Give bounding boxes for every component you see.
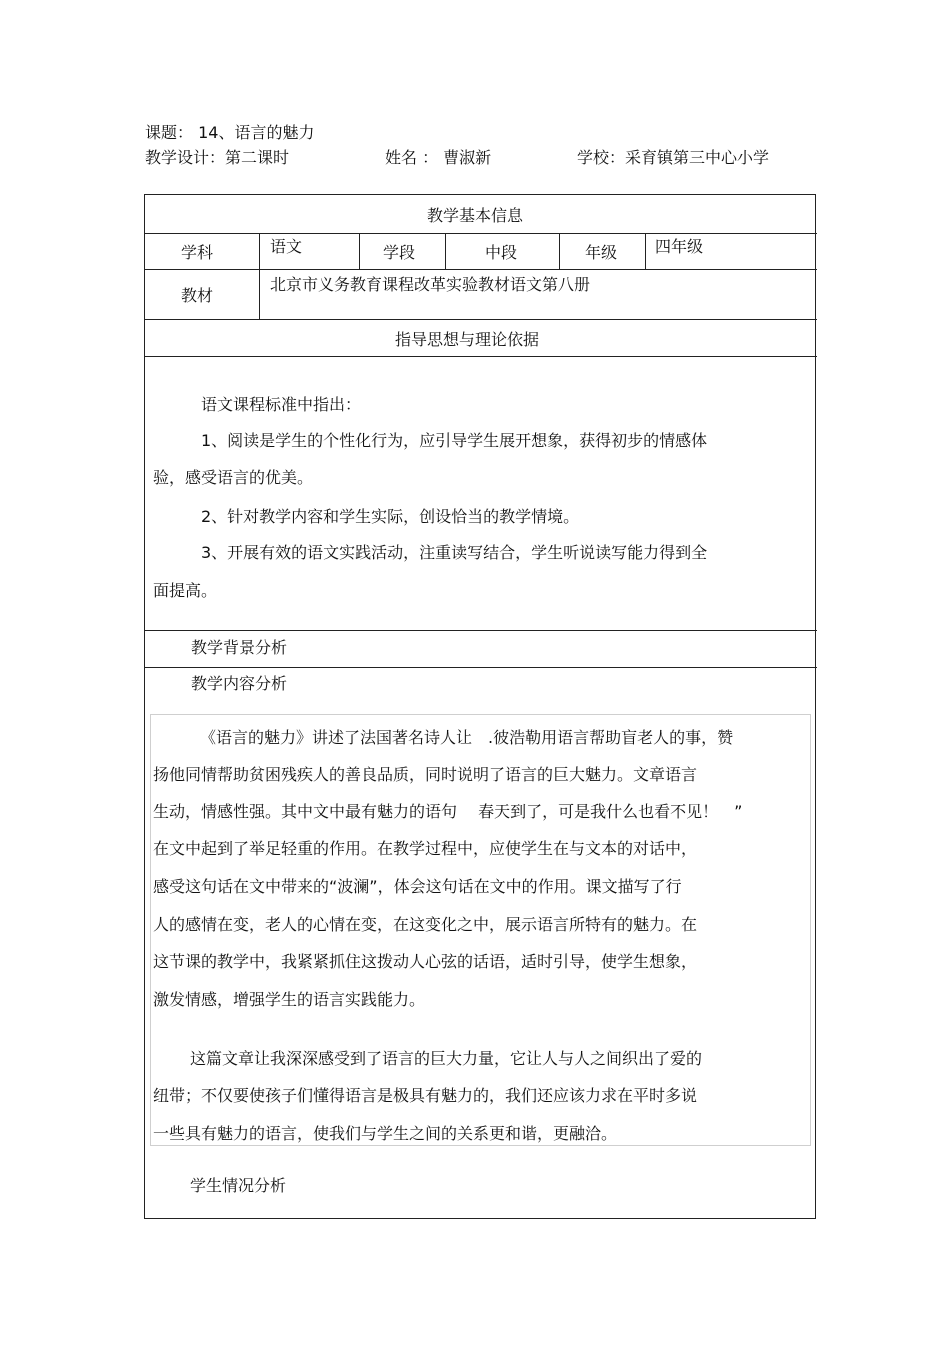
content-line: 这节课的教学中，我紧紧抓住这拨动人心弦的话语，适时引导，使学生想象， [153, 952, 698, 971]
guide-line: 3、开展有效的语文实践活动，注重读写结合，学生听说读写能力得到全 [201, 543, 708, 562]
school-name: 学校：采育镇第三中心小学 [577, 148, 770, 167]
stage-label: 学段 [383, 243, 416, 262]
row-divider [145, 269, 817, 270]
student-analysis-title: 学生情况分析 [190, 1176, 287, 1195]
teacher-name: 姓名 ： 曹淑新 [385, 148, 492, 167]
col-divider [359, 233, 360, 269]
content-line: 生动，情感性强。其中文中最有魅力的语句 春天到了，可是我什么也看不见！ ” [153, 802, 743, 821]
content-line: 感受这句话在文中带来的“波澜”，体会这句话在文中的作用。课文描写了行 [153, 877, 682, 896]
col-divider [645, 233, 646, 269]
content-line: 激发情感，增强学生的语言实践能力。 [153, 990, 426, 1009]
row-divider [145, 356, 817, 357]
background-title: 教学背景分析 [191, 638, 288, 657]
reflection-line: 一些具有魅力的语言，使我们与学生之间的关系更和谐，更融洽。 [153, 1124, 618, 1143]
reflection-line: 纽带；不仅要使孩子们懂得语言是极具有魅力的，我们还应该力求在平时多说 [153, 1086, 698, 1105]
row-divider [145, 667, 817, 668]
grade-label: 年级 [585, 243, 618, 262]
col-divider [259, 269, 260, 319]
content-line: 《语言的魅力》讲述了法国著名诗人让 .彼浩勒用语言帮助盲老人的事，赞 [200, 728, 734, 747]
guide-line: 验，感受语言的优美。 [153, 468, 314, 487]
textbook-value: 北京市义务教育课程改革实验教材语文第八册 [270, 275, 591, 294]
content-title: 教学内容分析 [191, 674, 288, 693]
grade-value: 四年级 [655, 237, 704, 256]
lesson-topic: 课题： 14、语言的魅力 [145, 123, 315, 142]
content-line: 在文中起到了举足轻重的作用。在教学过程中，应使学生在与文本的对话中， [153, 839, 698, 858]
guide-title: 指导思想与理论依据 [395, 330, 540, 349]
guide-line: 语文课程标准中指出： [201, 395, 362, 414]
reflection-line: 这篇文章让我深深感受到了语言的巨大力量，它让人与人之间织出了爱的 [190, 1049, 703, 1068]
table-title: 教学基本信息 [427, 206, 524, 225]
guide-line: 面提高。 [153, 581, 218, 600]
content-line: 扬他同情帮助贫困残疾人的善良品质，同时说明了语言的巨大魅力。文章语言 [153, 765, 698, 784]
col-divider [259, 233, 260, 269]
guide-line: 2、针对教学内容和学生实际，创设恰当的教学情境。 [201, 507, 580, 526]
teaching-design: 教学设计：第二课时 [145, 148, 290, 167]
row-divider [145, 319, 817, 320]
subject-label: 学科 [181, 243, 214, 262]
guide-line: 1、阅读是学生的个性化行为，应引导学生展开想象，获得初步的情感体 [201, 431, 708, 450]
stage-value: 中段 [485, 243, 518, 262]
content-line: 人的感情在变，老人的心情在变，在这变化之中，展示语言所特有的魅力。在 [153, 915, 698, 934]
row-divider [145, 233, 817, 234]
row-divider [145, 630, 817, 631]
col-divider [559, 233, 560, 269]
subject-value: 语文 [270, 237, 303, 256]
col-divider [445, 233, 446, 269]
textbook-label: 教材 [181, 286, 214, 305]
